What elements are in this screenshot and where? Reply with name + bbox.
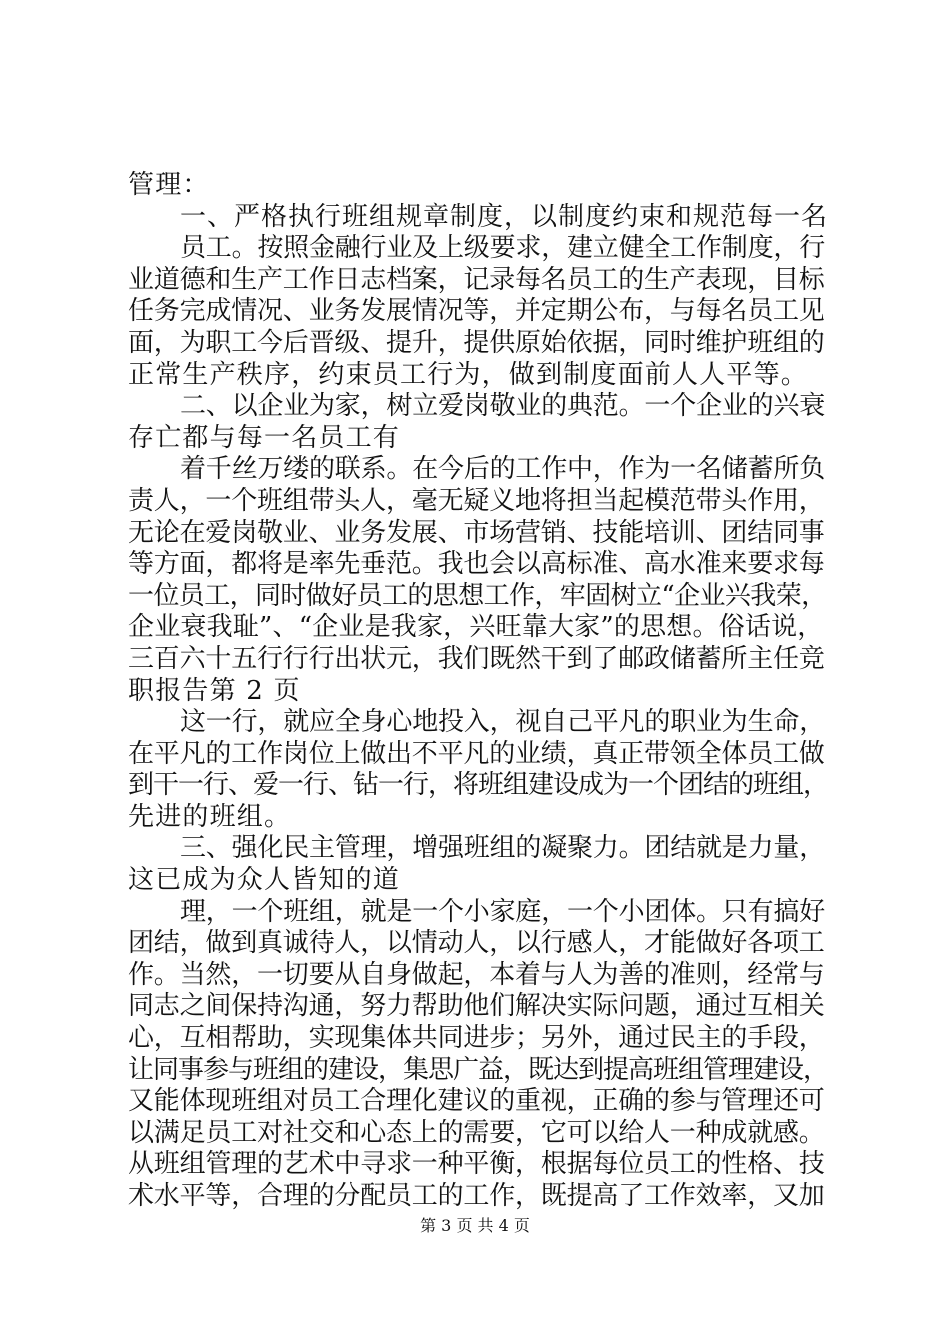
text-line: 一、严格执行班组规章制度，以制度约束和规范每一名 [180, 201, 829, 232]
text-line: 责人，一个班组带头人，毫无疑义地将担当起模范带头作用， [128, 485, 825, 516]
text-line: 先进的班组。 [128, 801, 292, 832]
text-line: 团结，做到真诚待人，以情动人，以行感人，才能做好各项工 [128, 928, 825, 959]
text-line: 术水平等，合理的分配员工的工作，既提高了工作效率，又加 [128, 1181, 825, 1211]
page-footer: 第 3 页 共 4 页 [420, 1216, 530, 1235]
text-line: 三百六十五行行行出状元，我们既然干到了邮政储蓄所主任竞 [128, 643, 825, 674]
text-line: 任务完成情况、业务发展情况等，并定期公布，与每名员工见 [128, 296, 825, 327]
text-line: 一位员工，同时做好员工的思想工作，牢固树立“企业兴我荣， [128, 580, 827, 611]
text-line: 业道德和生产工作日志档案，记录每名员工的生产表现，目标 [128, 264, 825, 295]
text-line: 员工。按照金融行业及上级要求，建立健全工作制度，行 [180, 233, 826, 264]
text-line: 三、强化民主管理，增强班组的凝聚力。团结就是力量， [180, 833, 826, 864]
text-line: 到干一行、爱一行、钻一行，将班组建设成为一个团结的班组， [128, 770, 829, 801]
text-line: 这一行，就应全身心地投入，视自己平凡的职业为生命， [180, 707, 826, 738]
text-line: 心，互相帮助，实现集体共同进步；另外，通过民主的手段， [128, 1023, 825, 1054]
text-line: 作。当然，一切要从自身做起，本着与人为善的准则，经常与 [128, 959, 825, 990]
text-line: 职报告第 2 页 [128, 675, 301, 706]
text-line: 理，一个班组，就是一个小家庭，一个小团体。只有搞好 [180, 896, 826, 927]
text-line: 让同事参与班组的建设，集思广益，既达到提高班组管理建设， [128, 1054, 829, 1085]
text-line: 又能体现班组对员工合理化建议的重视，正确的参与管理还可 [128, 1086, 825, 1117]
text-line: 企业衰我耻”、“企业是我家，兴旺靠大家”的思想。俗话说， [128, 612, 824, 643]
text-line: 无论在爱岗敬业、业务发展、市场营销、技能培训、团结同事 [128, 517, 825, 548]
document-body [128, 170, 828, 1213]
text-line: 等方面，都将是率先垂范。我也会以高标准、高水准来要求每 [128, 549, 825, 580]
text-line: 二、以企业为家，树立爱岗敬业的典范。一个企业的兴衰 [180, 391, 826, 422]
text-line: 以满足员工对社交和心态上的需要，它可以给人一种成就感。 [128, 1117, 825, 1148]
text-line: 正常生产秩序，约束员工行为，做到制度面前人人平等。 [128, 359, 809, 390]
text-line: 着千丝万缕的联系。在今后的工作中，作为一名储蓄所负 [180, 454, 826, 485]
text-line: 在平凡的工作岗位上做出不平凡的业绩，真正带领全体员工做 [128, 738, 825, 769]
text-line: 存亡都与每一名员工有 [128, 422, 401, 453]
text-line: 管理： [128, 170, 210, 200]
text-line: 同志之间保持沟通，努力帮助他们解决实际问题，通过互相关 [128, 991, 825, 1022]
text-line: 从班组管理的艺术中寻求一种平衡，根据每位员工的性格、技 [128, 1149, 825, 1180]
text-line: 面，为职工今后晋级、提升，提供原始依据，同时维护班组的 [128, 327, 825, 358]
text-line: 这已成为众人皆知的道 [128, 865, 401, 896]
